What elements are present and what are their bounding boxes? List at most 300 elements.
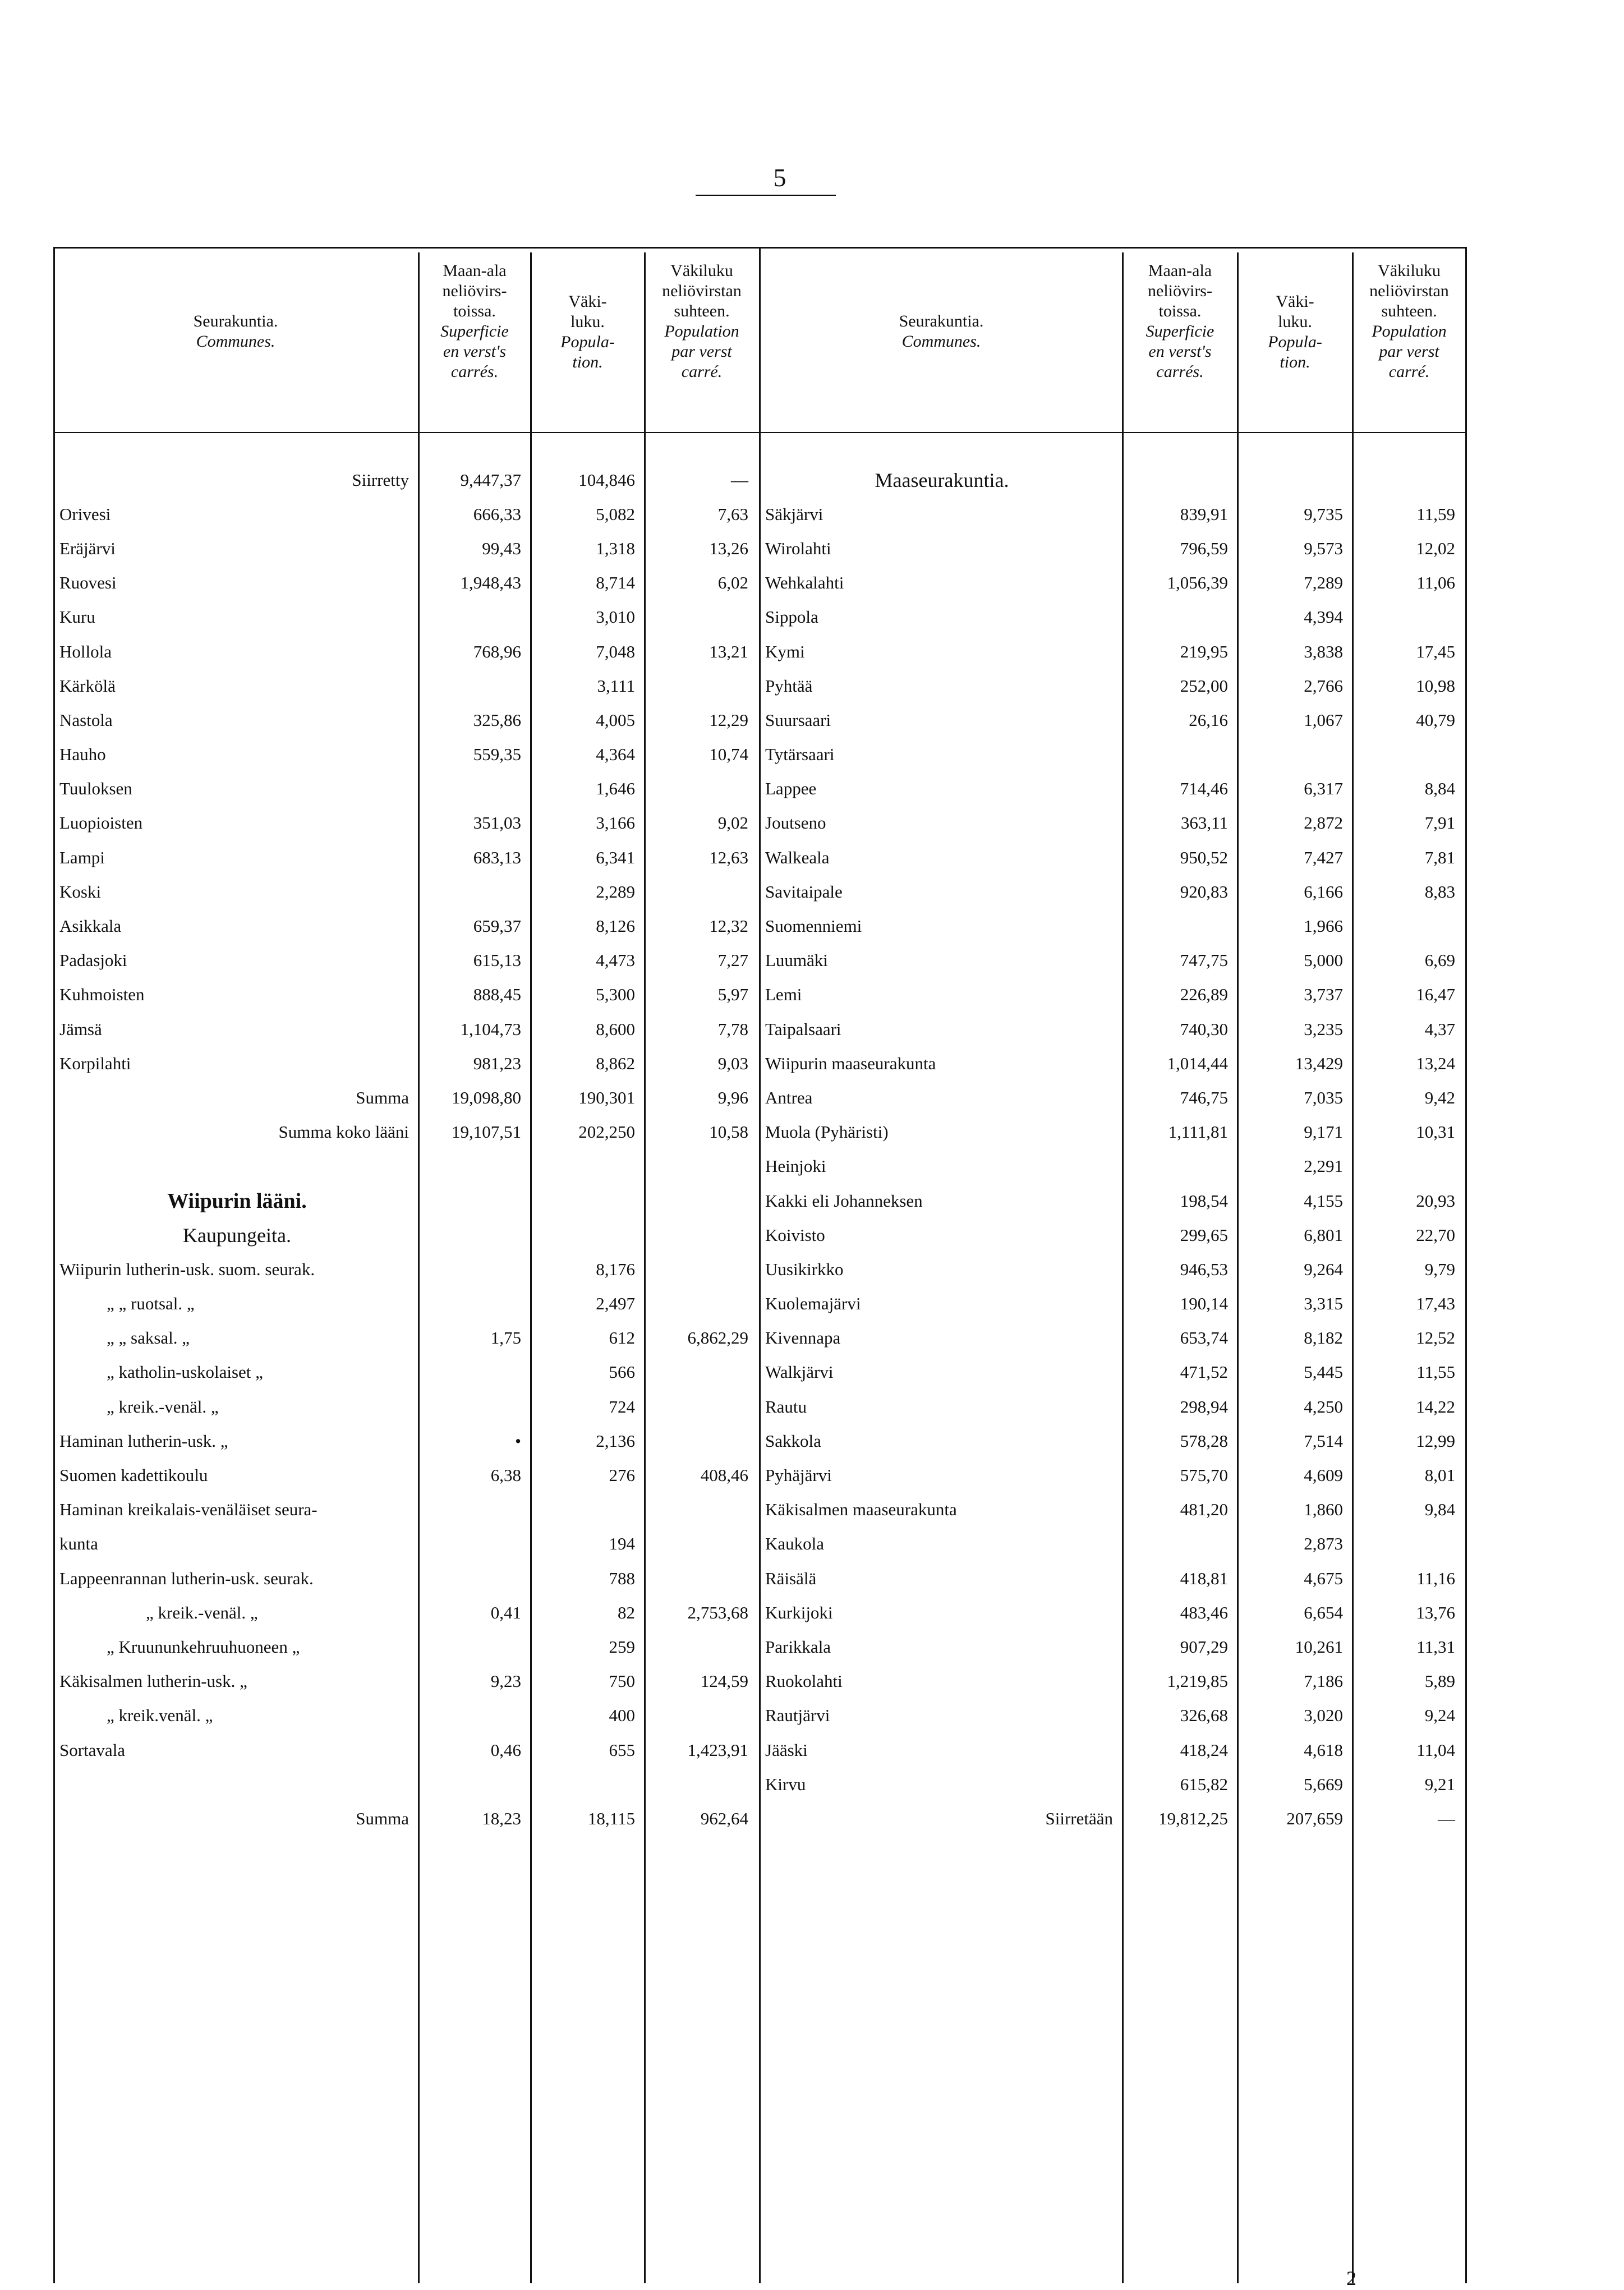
cell-area: 418,24 bbox=[1180, 1740, 1228, 1760]
cell-area: 471,52 bbox=[1180, 1362, 1228, 1382]
row-name: Rautu bbox=[765, 1396, 807, 1417]
row-name: Koivisto bbox=[765, 1225, 825, 1245]
cell-area bbox=[1122, 1527, 1237, 1561]
row-name: Ruokolahti bbox=[765, 1671, 843, 1691]
cell-pop bbox=[530, 1184, 644, 1218]
row-name: Kaukola bbox=[765, 1534, 825, 1554]
row-name: Pyhäjärvi bbox=[765, 1465, 832, 1486]
cell-dens bbox=[644, 1699, 757, 1733]
table-row bbox=[762, 1218, 1464, 1252]
cell-area: 26,16 bbox=[1189, 710, 1228, 730]
cell-pop: 7,048 bbox=[596, 641, 635, 661]
table-row bbox=[56, 1527, 757, 1561]
table-row bbox=[56, 669, 757, 703]
cell-pop: 4,609 bbox=[1304, 1465, 1343, 1486]
row-name: kunta bbox=[59, 1534, 98, 1554]
page-number-rule bbox=[696, 195, 836, 196]
cell-dens: 12,29 bbox=[709, 710, 748, 730]
cell-pop: 6,317 bbox=[1304, 779, 1343, 799]
cell-dens: 11,04 bbox=[1416, 1740, 1455, 1760]
cell-pop: 8,600 bbox=[596, 1019, 635, 1039]
table-row bbox=[56, 1390, 757, 1424]
table-row bbox=[56, 1458, 757, 1492]
table-row bbox=[762, 669, 1464, 703]
table-row bbox=[56, 1767, 757, 1801]
cell-dens: 12,99 bbox=[1416, 1431, 1455, 1451]
cell-area: 888,45 bbox=[473, 985, 521, 1005]
table-row bbox=[56, 1321, 757, 1355]
row-name: Muola (Pyhäristi) bbox=[765, 1122, 889, 1142]
cell-dens: 7,91 bbox=[1424, 813, 1455, 833]
row-name: Räisälä bbox=[765, 1568, 817, 1588]
row-name: Siirretään bbox=[1045, 1808, 1113, 1828]
cell-dens: 11,16 bbox=[1416, 1568, 1455, 1588]
cell-pop bbox=[1237, 738, 1352, 772]
table-row bbox=[762, 1801, 1464, 1836]
table-row bbox=[56, 1424, 757, 1458]
table-row bbox=[56, 566, 757, 600]
table-row bbox=[56, 497, 757, 531]
row-name: Heinjoki bbox=[765, 1156, 826, 1176]
cell-pop: 1,067 bbox=[1304, 710, 1343, 730]
cell-pop: 7,035 bbox=[1304, 1087, 1343, 1107]
cell-pop: 8,714 bbox=[596, 573, 635, 593]
table-row bbox=[56, 1561, 757, 1595]
row-name: Kurkijoki bbox=[765, 1602, 833, 1622]
cell-pop: 202,250 bbox=[578, 1122, 635, 1142]
row-name: Pyhtää bbox=[765, 675, 813, 696]
table-row bbox=[56, 1699, 757, 1733]
cell-dens bbox=[1352, 463, 1464, 497]
table-row bbox=[56, 806, 757, 840]
cell-pop bbox=[530, 1149, 644, 1184]
cell-dens: 5,89 bbox=[1424, 1671, 1455, 1691]
cell-dens: 10,98 bbox=[1416, 675, 1455, 696]
cell-area: 99,43 bbox=[482, 538, 521, 558]
cell-pop: 104,846 bbox=[578, 470, 635, 490]
cell-pop: 788 bbox=[609, 1568, 635, 1588]
table-row bbox=[762, 600, 1464, 634]
cell-dens: 8,84 bbox=[1424, 779, 1455, 799]
cell-pop: 7,289 bbox=[1304, 573, 1343, 593]
row-name: Asikkala bbox=[59, 916, 122, 936]
row-name: Walkjärvi bbox=[765, 1362, 834, 1382]
table-row bbox=[762, 1390, 1464, 1424]
table-row bbox=[762, 909, 1464, 943]
cell-pop: 6,166 bbox=[1304, 881, 1343, 902]
table-row bbox=[762, 1046, 1464, 1080]
cell-dens: 9,03 bbox=[717, 1053, 748, 1073]
header-pop-right: Väki- luku. Popula- tion. bbox=[1268, 292, 1322, 371]
cell-dens: 13,26 bbox=[709, 538, 748, 558]
table-row bbox=[56, 772, 757, 806]
cell-area: 299,65 bbox=[1180, 1225, 1228, 1245]
cell-pop: 2,291 bbox=[1304, 1156, 1343, 1176]
row-name: Tytärsaari bbox=[765, 744, 835, 765]
row-name: „ kreik.-venäl. „ bbox=[146, 1602, 258, 1622]
cell-area bbox=[1122, 738, 1237, 772]
row-name: Siirretty bbox=[352, 470, 409, 490]
row-name: Käkisalmen maaseurakunta bbox=[765, 1500, 957, 1520]
cell-dens: 7,27 bbox=[717, 950, 748, 971]
cell-area: • bbox=[515, 1431, 521, 1451]
table-row bbox=[56, 600, 757, 634]
table-row bbox=[56, 1801, 757, 1836]
cell-area: 615,82 bbox=[1180, 1774, 1228, 1794]
row-name: Summa koko lääni bbox=[278, 1122, 409, 1142]
table-row bbox=[56, 944, 757, 978]
cell-pop: 194 bbox=[609, 1534, 635, 1554]
cell-area bbox=[1122, 909, 1237, 943]
table-row bbox=[762, 1287, 1464, 1321]
cell-dens: 9,42 bbox=[1424, 1087, 1455, 1107]
row-name: Hauho bbox=[59, 744, 106, 765]
cell-pop: 276 bbox=[609, 1465, 635, 1486]
cell-area: 981,23 bbox=[473, 1053, 521, 1073]
cell-area: 19,812,25 bbox=[1158, 1808, 1228, 1828]
row-name: Padasjoki bbox=[59, 950, 127, 971]
cell-area: 190,14 bbox=[1180, 1294, 1228, 1314]
table-row bbox=[56, 1115, 757, 1149]
cell-pop: 4,394 bbox=[1304, 607, 1343, 627]
left-data-table bbox=[56, 463, 757, 1836]
table-row bbox=[56, 1080, 757, 1115]
row-name: Wehkalahti bbox=[765, 573, 844, 593]
cell-pop: 3,737 bbox=[1304, 985, 1343, 1005]
row-name: Summa bbox=[356, 1087, 409, 1107]
row-name: Kärkölä bbox=[59, 675, 116, 696]
cell-dens bbox=[644, 1493, 757, 1527]
table-row bbox=[56, 1287, 757, 1321]
cell-dens bbox=[1352, 738, 1464, 772]
header-pop-left: Väki- luku. Popula- tion. bbox=[560, 292, 615, 371]
cell-area: 1,014,44 bbox=[1167, 1053, 1228, 1073]
table-row bbox=[56, 463, 757, 497]
cell-dens bbox=[644, 1527, 757, 1561]
table-row bbox=[762, 840, 1464, 875]
cell-pop: 5,300 bbox=[596, 985, 635, 1005]
table-row bbox=[762, 1424, 1464, 1458]
header-area-right: Maan-ala neliövirs- toissa. Superficie en verst's carrés. bbox=[1145, 261, 1214, 381]
cell-pop: 3,010 bbox=[596, 607, 635, 627]
row-name: Käkisalmen lutherin-usk. „ bbox=[59, 1671, 247, 1691]
row-name: Sakkola bbox=[765, 1431, 821, 1451]
cell-area bbox=[1122, 1149, 1237, 1184]
table-row bbox=[56, 1046, 757, 1080]
cell-pop: 6,341 bbox=[596, 847, 635, 867]
cell-area: 1,75 bbox=[490, 1328, 521, 1348]
cell-area bbox=[418, 1218, 530, 1252]
cell-area bbox=[418, 772, 530, 806]
cell-area bbox=[418, 1390, 530, 1424]
cell-pop: 612 bbox=[609, 1328, 635, 1348]
cell-pop: 7,427 bbox=[1304, 847, 1343, 867]
center-divider bbox=[759, 247, 761, 2283]
cell-pop: 5,082 bbox=[596, 504, 635, 524]
table-row bbox=[56, 1252, 757, 1286]
table-row bbox=[762, 1012, 1464, 1046]
table-row bbox=[762, 1355, 1464, 1390]
cell-dens: 10,31 bbox=[1416, 1122, 1455, 1142]
cell-pop: 4,364 bbox=[596, 744, 635, 765]
cell-area: 768,96 bbox=[473, 641, 521, 661]
cell-pop: 3,166 bbox=[596, 813, 635, 833]
cell-area: 659,37 bbox=[473, 916, 521, 936]
cell-dens: 1,423,91 bbox=[687, 1740, 748, 1760]
cell-pop: 4,005 bbox=[596, 710, 635, 730]
cell-pop: 3,020 bbox=[1304, 1705, 1343, 1726]
cell-dens: 12,02 bbox=[1416, 538, 1455, 558]
cell-dens bbox=[644, 1561, 757, 1595]
cell-dens: 13,76 bbox=[1416, 1602, 1455, 1622]
cell-area: 1,111,81 bbox=[1168, 1122, 1228, 1142]
cell-area: 325,86 bbox=[473, 710, 521, 730]
cell-dens bbox=[644, 1252, 757, 1286]
cell-pop: 3,235 bbox=[1304, 1019, 1343, 1039]
cell-dens bbox=[644, 1287, 757, 1321]
row-name: Lappeenrannan lutherin-usk. seurak. bbox=[59, 1568, 314, 1588]
row-name: Sortavala bbox=[59, 1740, 126, 1760]
table-row bbox=[762, 738, 1464, 772]
table-row bbox=[762, 1080, 1464, 1115]
row-name: Hollola bbox=[59, 641, 112, 661]
cell-dens bbox=[644, 669, 757, 703]
table-row bbox=[56, 1595, 757, 1630]
header-commune-left: Seurakuntia. Communes. bbox=[193, 312, 278, 351]
table-row bbox=[56, 703, 757, 737]
cell-area: 226,89 bbox=[1180, 985, 1228, 1005]
cell-area: 950,52 bbox=[1180, 847, 1228, 867]
row-name: Orivesi bbox=[59, 504, 111, 524]
row-name: Nastola bbox=[59, 710, 113, 730]
cell-area: 9,447,37 bbox=[460, 470, 521, 490]
cell-dens: 5,97 bbox=[717, 985, 748, 1005]
cell-area: 740,30 bbox=[1180, 1019, 1228, 1039]
cell-dens: 14,22 bbox=[1416, 1396, 1455, 1417]
row-name: Suomenniemi bbox=[765, 916, 862, 936]
row-name: Koski bbox=[59, 881, 102, 902]
cell-dens: 7,78 bbox=[717, 1019, 748, 1039]
row-name: Ruovesi bbox=[59, 573, 117, 593]
table-row bbox=[56, 1149, 757, 1184]
row-name: Savitaipale bbox=[765, 881, 843, 902]
cell-pop: 2,289 bbox=[596, 881, 635, 902]
cell-area: 578,28 bbox=[1180, 1431, 1228, 1451]
cell-dens: 12,52 bbox=[1416, 1328, 1455, 1348]
cell-area bbox=[418, 1355, 530, 1390]
cell-dens: 9,79 bbox=[1424, 1259, 1455, 1279]
cell-dens: 7,63 bbox=[717, 504, 748, 524]
table-row bbox=[762, 634, 1464, 669]
cell-pop: 1,646 bbox=[596, 779, 635, 799]
cell-pop bbox=[530, 1218, 644, 1252]
cell-area: 9,23 bbox=[490, 1671, 521, 1691]
table-row bbox=[762, 1458, 1464, 1492]
cell-dens bbox=[1352, 1149, 1464, 1184]
cell-pop: 655 bbox=[609, 1740, 635, 1760]
row-name: Uusikirkko bbox=[765, 1259, 844, 1279]
row-name: „ Kruununkehruuhuoneen „ bbox=[107, 1636, 300, 1657]
cell-area bbox=[418, 1149, 530, 1184]
cell-dens bbox=[644, 1218, 757, 1252]
cell-dens: — bbox=[1438, 1808, 1455, 1828]
row-name: Kuru bbox=[59, 607, 95, 627]
cell-pop: 3,838 bbox=[1304, 641, 1343, 661]
cell-pop: 1,966 bbox=[1304, 916, 1343, 936]
row-name: Kakki eli Johanneksen bbox=[765, 1190, 923, 1211]
cell-dens bbox=[644, 1355, 757, 1390]
cell-area: 198,54 bbox=[1180, 1190, 1228, 1211]
cell-pop: 6,801 bbox=[1304, 1225, 1343, 1245]
left-border bbox=[53, 247, 55, 2283]
cell-area: 219,95 bbox=[1180, 641, 1228, 661]
cell-pop: 1,318 bbox=[596, 538, 635, 558]
cell-pop: 7,186 bbox=[1304, 1671, 1343, 1691]
cell-dens bbox=[1352, 909, 1464, 943]
cell-dens: 10,58 bbox=[709, 1122, 748, 1142]
cell-pop: 82 bbox=[618, 1602, 635, 1622]
cell-dens: 12,32 bbox=[709, 916, 748, 936]
cell-pop bbox=[530, 1493, 644, 1527]
cell-dens: 408,46 bbox=[700, 1465, 748, 1486]
row-name: Summa bbox=[356, 1808, 409, 1828]
table-row bbox=[762, 566, 1464, 600]
cell-area: 1,104,73 bbox=[460, 1019, 521, 1039]
cell-pop: 4,155 bbox=[1304, 1190, 1343, 1211]
row-name: Korpilahti bbox=[59, 1053, 131, 1073]
table-row bbox=[56, 531, 757, 565]
cell-pop: 9,171 bbox=[1304, 1122, 1343, 1142]
table-row bbox=[762, 1184, 1464, 1218]
table-row bbox=[56, 1218, 757, 1252]
cell-pop: 18,115 bbox=[587, 1808, 635, 1828]
row-name: Haminan lutherin-usk. „ bbox=[59, 1431, 228, 1451]
cell-pop: 13,429 bbox=[1295, 1053, 1343, 1073]
cell-dens: 6,02 bbox=[717, 573, 748, 593]
cell-dens bbox=[644, 1767, 757, 1801]
cell-area bbox=[418, 600, 530, 634]
cell-area: 363,11 bbox=[1180, 813, 1228, 833]
cell-dens: 16,47 bbox=[1416, 985, 1455, 1005]
cell-area bbox=[418, 1527, 530, 1561]
cell-dens: 8,83 bbox=[1424, 881, 1455, 902]
cell-dens bbox=[644, 1184, 757, 1218]
cell-pop: 2,766 bbox=[1304, 675, 1343, 696]
cell-area: 1,219,85 bbox=[1167, 1671, 1228, 1691]
row-name: „ kreik.-venäl. „ bbox=[107, 1396, 219, 1417]
row-name: Wiipurin lutherin-usk. suom. seurak. bbox=[59, 1259, 315, 1279]
cell-pop: 10,261 bbox=[1295, 1636, 1343, 1657]
table-row bbox=[56, 840, 757, 875]
row-name: Sippola bbox=[765, 607, 818, 627]
cell-area: 0,41 bbox=[490, 1602, 521, 1622]
row-name: „ kreik.venäl. „ bbox=[107, 1705, 213, 1726]
cell-area bbox=[418, 669, 530, 703]
cell-dens: 20,93 bbox=[1416, 1190, 1455, 1211]
cell-area bbox=[418, 1184, 530, 1218]
cell-pop: 2,136 bbox=[596, 1431, 635, 1451]
row-name: Säkjärvi bbox=[765, 504, 823, 524]
table-row bbox=[56, 738, 757, 772]
cell-dens bbox=[644, 1390, 757, 1424]
cell-dens bbox=[644, 1630, 757, 1664]
cell-pop: 566 bbox=[609, 1362, 635, 1382]
cell-area: 481,20 bbox=[1180, 1500, 1228, 1520]
cell-pop: 750 bbox=[609, 1671, 635, 1691]
cell-dens: 13,21 bbox=[709, 641, 748, 661]
cell-pop: 3,315 bbox=[1304, 1294, 1343, 1314]
cell-dens bbox=[644, 1149, 757, 1184]
cell-pop: 6,654 bbox=[1304, 1602, 1343, 1622]
cell-pop: 9,573 bbox=[1304, 538, 1343, 558]
cell-area: 666,33 bbox=[473, 504, 521, 524]
cell-area bbox=[418, 1767, 530, 1801]
table-row bbox=[762, 497, 1464, 531]
cell-dens: 962,64 bbox=[700, 1808, 748, 1828]
cell-area: 653,74 bbox=[1180, 1328, 1228, 1348]
cell-area bbox=[418, 1287, 530, 1321]
row-name: Suursaari bbox=[765, 710, 831, 730]
row-name: „ katholin-uskolaiset „ bbox=[107, 1362, 263, 1382]
right-border bbox=[1465, 247, 1467, 2283]
cell-dens bbox=[1352, 600, 1464, 634]
row-name: Kuhmoisten bbox=[59, 985, 145, 1005]
cell-area: 483,46 bbox=[1180, 1602, 1228, 1622]
cell-dens bbox=[644, 772, 757, 806]
cell-dens: 6,862,29 bbox=[687, 1328, 748, 1348]
cell-area: 351,03 bbox=[473, 813, 521, 833]
table-row bbox=[762, 1493, 1464, 1527]
header-density-left: Väkiluku neliövirstan suhteen. Population par verst carré. bbox=[662, 261, 742, 381]
cell-area: 946,53 bbox=[1180, 1259, 1228, 1279]
cell-dens: 9,84 bbox=[1424, 1500, 1455, 1520]
cell-area: 559,35 bbox=[473, 744, 521, 765]
row-name: Kaupungeita. bbox=[183, 1224, 291, 1247]
cell-dens: 9,96 bbox=[717, 1087, 748, 1107]
cell-area: 714,46 bbox=[1180, 779, 1228, 799]
cell-pop: 8,176 bbox=[596, 1259, 635, 1279]
table-row bbox=[762, 531, 1464, 565]
cell-dens: 11,59 bbox=[1416, 504, 1455, 524]
cell-pop: 8,126 bbox=[596, 916, 635, 936]
cell-dens: 17,43 bbox=[1416, 1294, 1455, 1314]
cell-area: 747,75 bbox=[1180, 950, 1228, 971]
cell-area: 796,59 bbox=[1180, 538, 1228, 558]
table-row bbox=[56, 1493, 757, 1527]
cell-pop: 9,735 bbox=[1304, 504, 1343, 524]
cell-pop: 4,675 bbox=[1304, 1568, 1343, 1588]
table-row bbox=[56, 634, 757, 669]
table-row bbox=[56, 875, 757, 909]
page-number: 5 bbox=[773, 163, 786, 192]
table-row bbox=[56, 978, 757, 1012]
table-row bbox=[56, 1733, 757, 1767]
row-name bbox=[56, 1767, 418, 1801]
cell-dens: 9,24 bbox=[1424, 1705, 1455, 1726]
cell-area: 1,948,43 bbox=[460, 573, 521, 593]
row-name: Antrea bbox=[765, 1087, 813, 1107]
row-name: Wirolahti bbox=[765, 538, 831, 558]
row-name: Rautjärvi bbox=[765, 1705, 830, 1726]
header-commune-right: Seurakuntia. Communes. bbox=[899, 312, 984, 351]
cell-area: 252,00 bbox=[1180, 675, 1228, 696]
table-row bbox=[762, 944, 1464, 978]
cell-pop: 2,497 bbox=[596, 1294, 635, 1314]
header-density-right: Väkiluku neliövirstan suhteen. Population par verst carré. bbox=[1369, 261, 1449, 381]
cell-pop: 3,111 bbox=[597, 675, 635, 696]
row-name: Kivennapa bbox=[765, 1328, 841, 1348]
table-row bbox=[56, 1664, 757, 1699]
